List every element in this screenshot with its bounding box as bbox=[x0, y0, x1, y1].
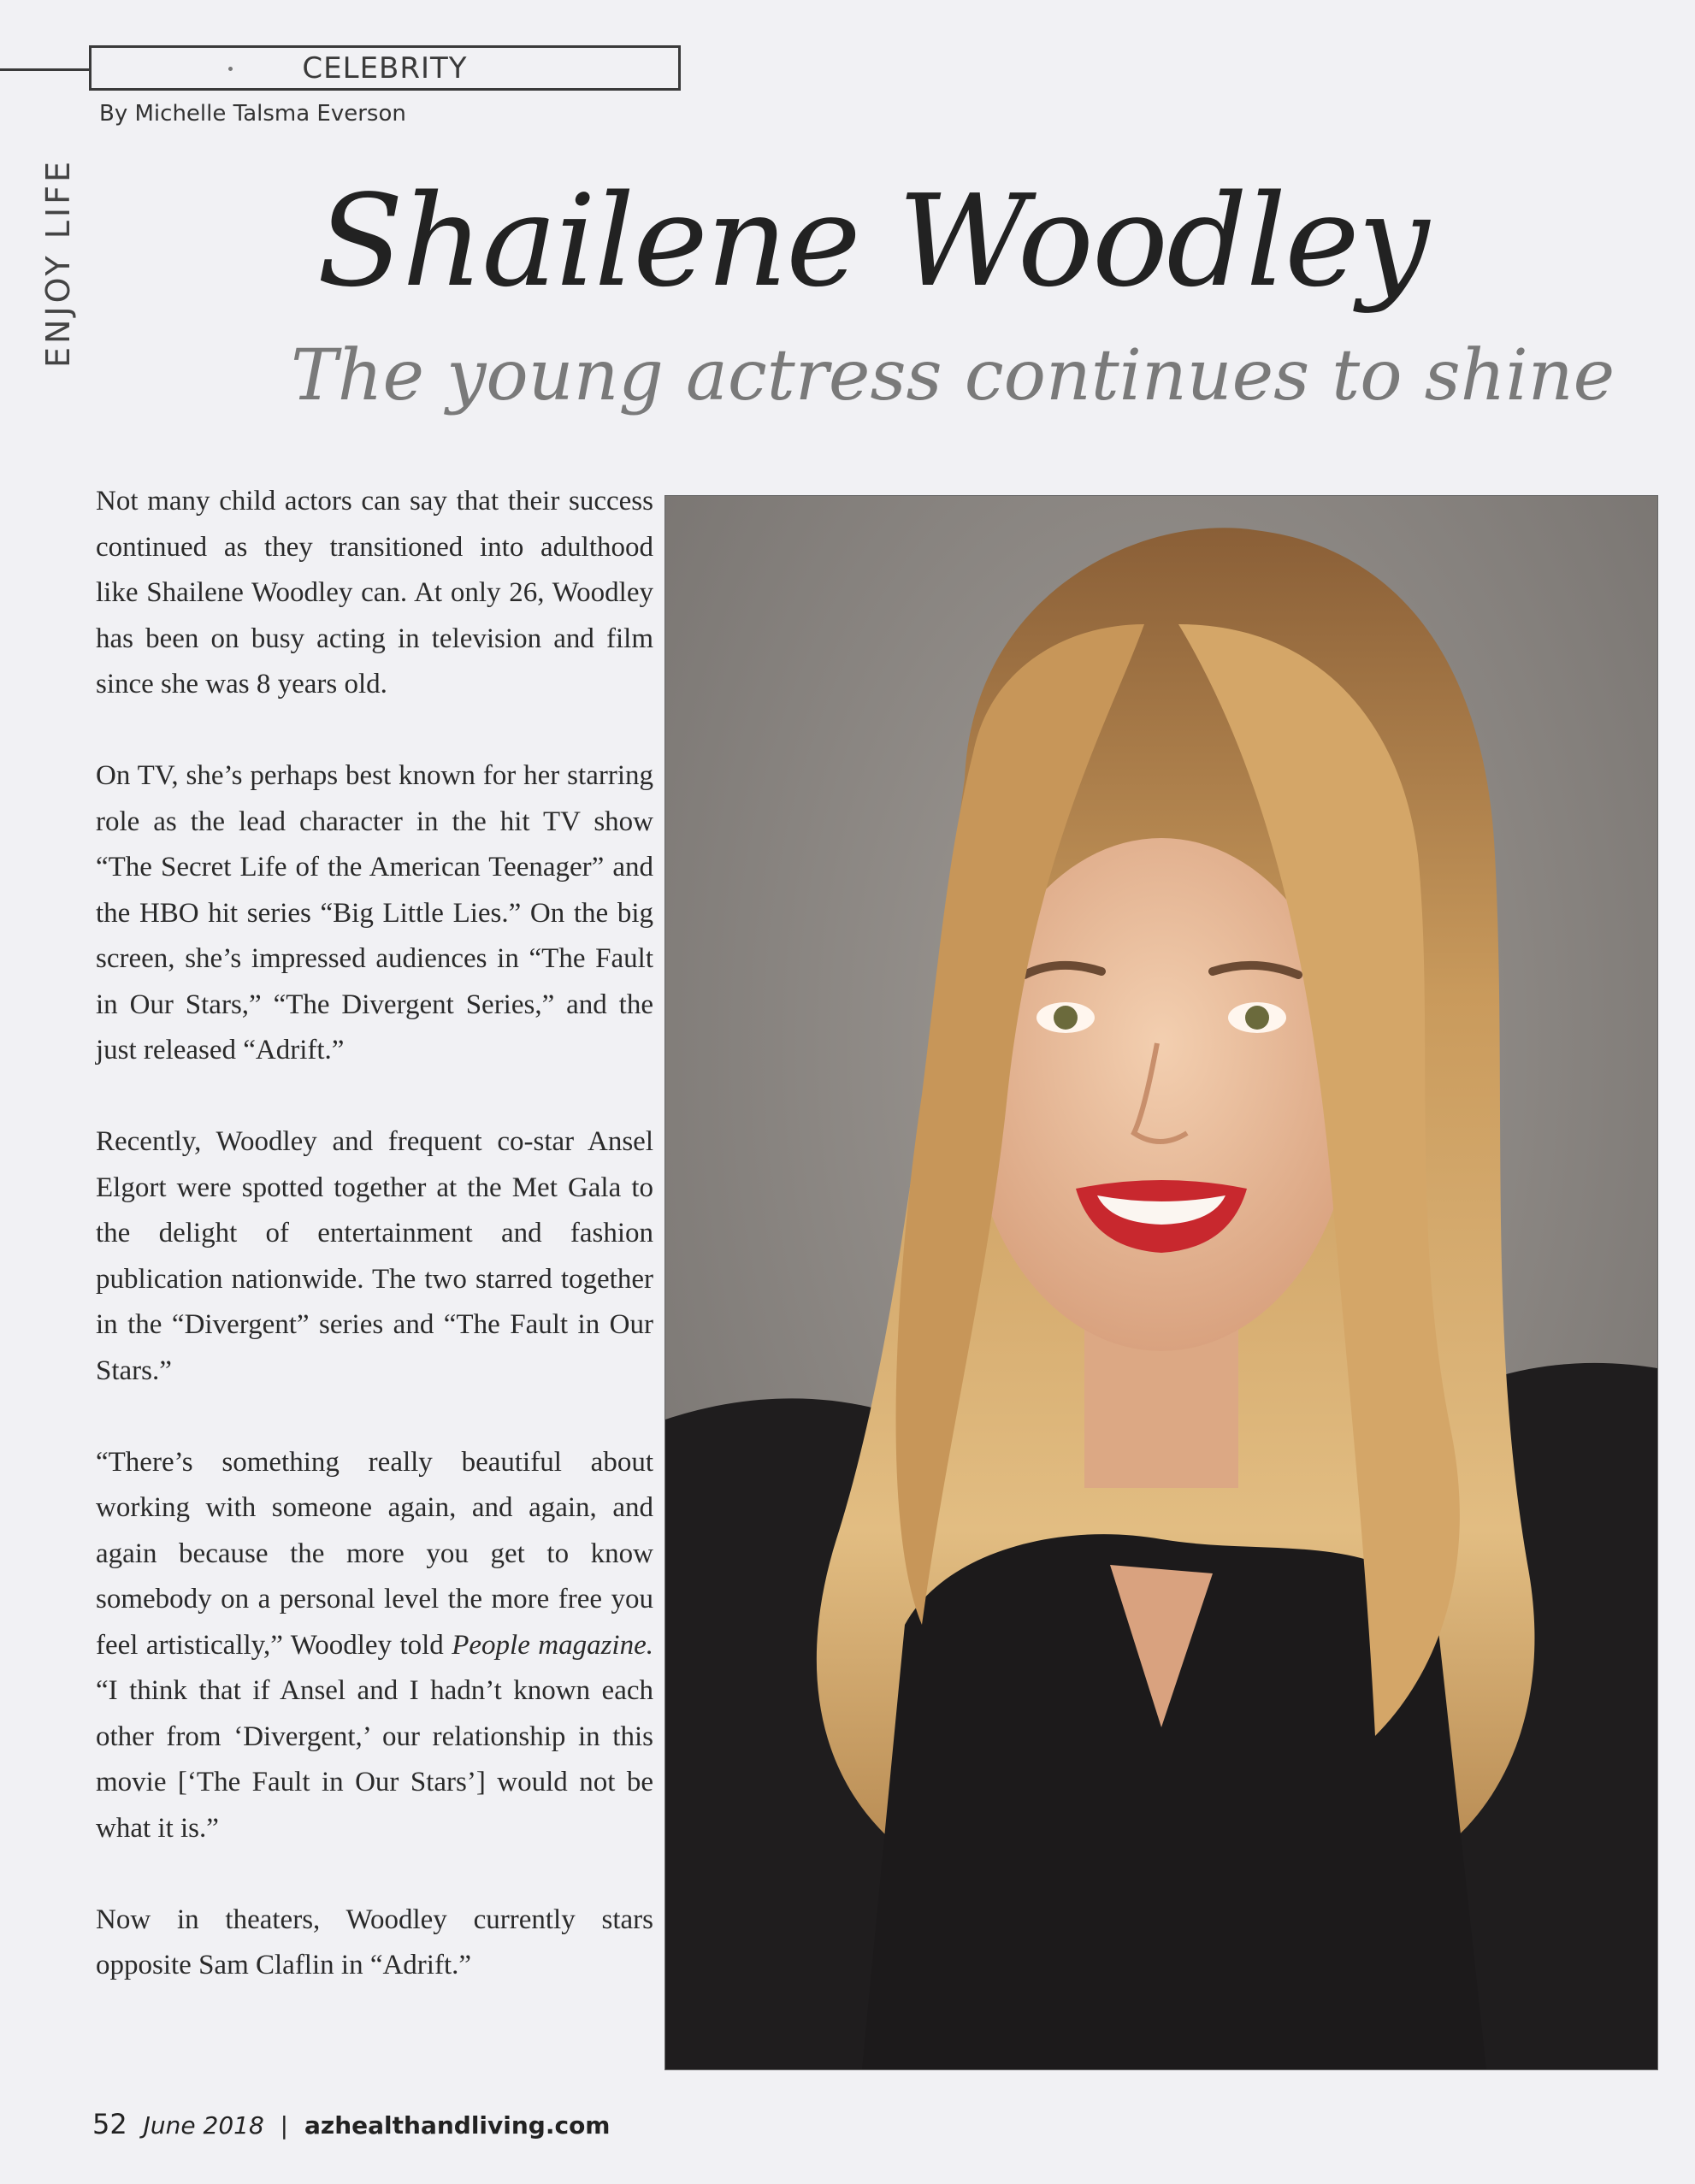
header-rule bbox=[0, 68, 91, 71]
footer-separator: | bbox=[280, 2111, 289, 2140]
portrait-illustration bbox=[665, 496, 1657, 2069]
page-number: 52 bbox=[92, 2108, 127, 2140]
article-title: Shailene Woodley bbox=[316, 168, 1428, 315]
paragraph-1: Not many child actors can say that their success continued as they transitioned into adulthood like Shailene Woodley can. At only 26, Woodley has been on busy acting in television and film since she was 8 years old. bbox=[96, 486, 653, 699]
byline: By Michelle Talsma Everson bbox=[99, 101, 406, 127]
paragraph-4-part-1: “There’s something really beautiful about working with someone again, and again, and again because the more you get to know somebody on a personal level the more free you feel artistically,” Woodley told bbox=[96, 1446, 653, 1661]
paragraph-3: Recently, Woodley and frequent co-star Ansel Elgort were spotted together at the Met Gala to the delight of entertainment and fashion publication nationwide. The two starred together in the “Divergent” series and “The Fault in Our Stars.” bbox=[96, 1126, 653, 1386]
issue-date: June 2018 bbox=[143, 2111, 264, 2140]
page-footer bbox=[92, 2108, 610, 2140]
paragraph-5: Now in theaters, Woodley currently stars opposite Sam Claflin in “Adrift.” bbox=[96, 1904, 653, 1980]
portrait-photo bbox=[665, 496, 1657, 2069]
vertical-section-label: ENJOY LIFE bbox=[39, 157, 77, 368]
paragraph-2: On TV, she’s perhaps best known for her starring role as the lead character in the hit TV show “The Secret Life of the American Teenager” and the HBO hit series “Big Little Lies.” On the big screen, she’s impressed audiences in “The Fault in Our Stars,” “The Divergent Series,” and the just released “Adrift.” bbox=[96, 760, 653, 1065]
right-iris bbox=[1245, 1006, 1269, 1030]
website-link[interactable]: azhealthandliving.com bbox=[304, 2111, 611, 2140]
paragraph-4-part-2: “I think that if Ansel and I hadn’t known each other from ‘Divergent,’ our relationship in this movie [‘The Fault in Our Stars’] would not be what it is.” bbox=[96, 1675, 653, 1844]
paragraph-4-emphasis: People magazine. bbox=[452, 1629, 653, 1661]
section-label: CELEBRITY bbox=[302, 50, 468, 86]
article-subtitle: The young actress continues to shine bbox=[291, 335, 1615, 416]
paragraph-4 bbox=[96, 1440, 653, 1852]
decorative-dot bbox=[228, 67, 233, 71]
article-body bbox=[96, 479, 653, 1989]
section-tag bbox=[89, 45, 681, 91]
left-iris bbox=[1054, 1006, 1078, 1030]
